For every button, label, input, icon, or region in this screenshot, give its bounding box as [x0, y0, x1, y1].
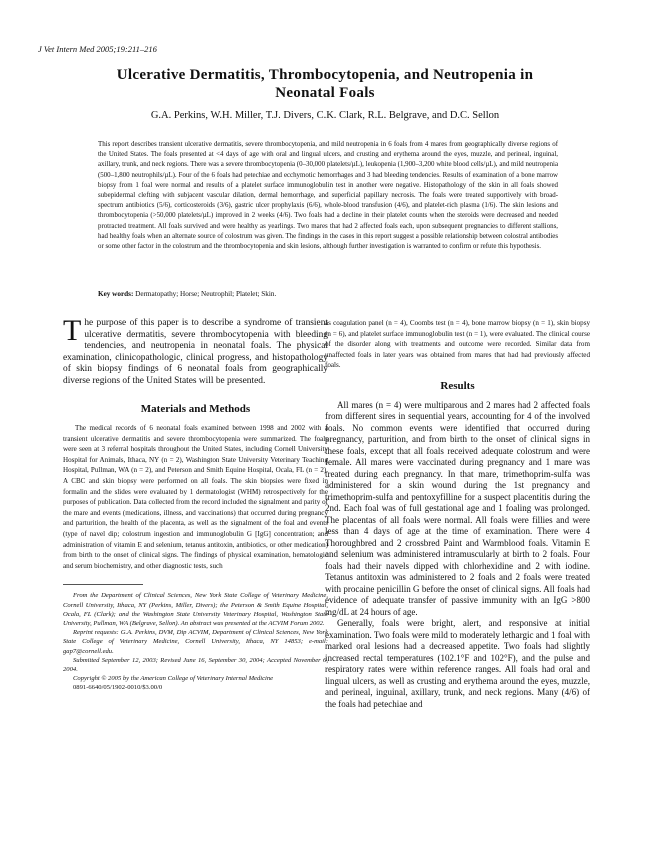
results-paragraph-2: Generally, foals were bright, alert, and responsive at initial examination. Two foals were mild to moderately lethargic and 1 foal with marked oral lesions had a decreased appetite. Two foals had slightly increased rectal temperatures (102.1°F and 102°F), and the pulse and respiratory rates were within reference ranges. All foals had oral and lingual ulcers, as well as crusting and erythema around the eyes, muzzle, and perineal, inguinal, axillary, trunk, and neck regions. Many (4/6) of the foals had petechiae and — [325, 618, 590, 709]
methods-continued: as coagulation panel (n = 4), Coombs test (n = 4), bone marrow biopsy (n = 1), skin biopsy (n = 6), and platelet surface immunoglobulin test (n = 1), were evaluated. The clinical course of the disorder along with treatments and outcome were recorded. Similar data from unaffected foals in later years was obtained from mares that had had previously affected foals. — [325, 319, 590, 370]
title-line-2: Neonatal Foals — [275, 85, 375, 101]
intro-text: he purpose of this paper is to describe a syndrome of transient ulcerative dermatitis, severe thrombocytopenia with bleeding tendencies, and neutropenia in neonatal foals. The physical examination, clinicopathologic, clinical progress, and histopathology of skin biopsy findings of 6 neonatal foals from geographically diverse regions of the United States will be presented. — [63, 318, 328, 386]
drop-cap: T — [63, 314, 82, 347]
results-heading: Results — [440, 379, 475, 392]
footnote-affiliations: From the Department of Clinical Sciences, New York State College of Veterinary Medicine, Cornell University, Ithaca, NY (Perkins, Miller, Divers); the Peterson & Smith Equine Hospital, Ocala, FL (Clark); and the Washington State University Veterinary Hospital, Washington State University, Pullman, WA (Belgrave, Sellon). An abstract was presented at the ACVIM Forum 2002. — [63, 592, 328, 627]
introduction — [63, 314, 328, 387]
footnote-code: 0891-6640/05/1902-0010/$3.00/0 — [73, 684, 163, 692]
keywords-label: Key words: — [98, 290, 134, 298]
abstract: This report describes transient ulcerative dermatitis, severe thrombocytopenia, and mild neutropenia in 6 foals from 4 mares from geographically diverse regions of the United States. The foals presented at <4 days of age with oral and lingual ulcers, and crusting and erythema around the eyes, muzzle, and perineal, inguinal, axillary, trunk, and neck regions. There was a severe thrombocytopenia (0–30,000 platelets/µL), leukopenia (1,900–3,200 white blood cells/µL), and mild neutropenia (500–1,800 neutrophils/µL). Four of the 6 foals had petechiae and ecchymotic hemorrhages and 3 had bleeding tendencies. Results of examination of a bone marrow biopsy from 1 foal were normal and results of a platelet surface immunoglobulin test in another were negative. Histopathology of the skin in all foals showed subepidermal clefting with subjacent vascular dilation, dermal hemorrhage, and superficial papillary necrosis. The foals were treated supportively with broad-spectrum antibiotics (5/6), corticosteroids (3/6), gastric ulcer prophylaxis (6/6), whole-blood transfusion (4/6), and platelet-rich plasma (1/6). The skin lesions and thrombocytopenia (>50,000 platelets/µL) improved in 2 weeks (4/6). Two foals had a decline in their platelet counts when the steroids were decreased and needed protracted treatment. All foals survived and were healthy as yearlings. Two mares that had 2 affected foals each, upon subsequent pregnancies to different stallions, had healthy foals when an alternate source of colostrum was given. The findings in the cases in this report suggest a possible relationship between colostral antibodies or some other factor in the colostrum and the thrombocytopenia and skin lesions, although further investigation is warranted to confirm or refute this hypothesis. — [98, 141, 558, 251]
author-list: G.A. Perkins, W.H. Miller, T.J. Divers, C.K. Clark, R.L. Belgrave, and D.C. Sellon — [150, 110, 500, 121]
title-line-1: Ulcerative Dermatitis, Thrombocytopenia, and Neutropenia in — [116, 67, 534, 83]
footnote-divider — [63, 584, 143, 585]
footnote-copyright: Copyright © 2005 by the American College of Veterinary Internal Medicine — [73, 675, 274, 683]
keywords — [98, 290, 276, 298]
article-title — [40, 66, 610, 102]
methods-heading: Materials and Methods — [140, 403, 251, 415]
footnote-reprints: Reprint requests: G.A. Perkins, DVM, Dip ACVIM, Department of Clinical Sciences, New York State College of Veterinary Medicine, Cornell University, Ithaca, NY 14853; e-mail: gap7@cornell.edu. — [63, 629, 328, 655]
keywords-text: Dermatopathy; Horse; Neutrophil; Platelet; Skin. — [135, 290, 277, 298]
right-column — [325, 318, 590, 710]
methods-text: The medical records of 6 neonatal foals examined between 1998 and 2002 with a transient ulcerative dermatitis and severe thrombocytopenia were summarized. The foals were seen at 3 referral hospitals throughout the United States, including Cornell University Hospital for Animals, Ithaca, NY (n = 2), Washington State University Veterinary Teaching Hospital, Pullman, WA (n = 2), and Peterson and Smith Equine Hospital, Ocala, FL (n = 2). A CBC and skin biopsy were performed on all foals. The skin biopsies were fixed in formalin and the slides were evaluated by 1 dermatologist (WHM) retrospectively for the purposes of publication. Data collected from the record included the signalment and parity of the mare and events (medications, illness, and vaccinations) that occurred during pregnancy and parturition, the health of the placenta, as well as the signalment of the foal and events (type of navel dip; colostrum ingestion and immunoglobulin G [IgG] concentration; and administration of vitamin E and selenium, tetanus antitoxin, antibiotics, or other medication) from birth to the onset of clinical signs. The findings of physical examination, hematologic and serum biochemistry, and other diagnostic tests, such — [63, 424, 328, 570]
footnote-dates: Submitted September 12, 2003; Revised June 16, September 30, 2004; Accepted November 6, 2004. — [63, 656, 328, 673]
results-paragraph-1: All mares (n = 4) were multiparous and 2 mares had 2 affected foals from different sires in sequential years, accounting for 4 of the involved foals. No common events were identified that occurred during pregnancy, parturition, and from birth to the onset of clinical signs in these foals, except that all foals received adequate colostrum and were female. All mares were vaccinated during pregnancy and 1 mare was treated during each pregnancy. In that mare, trimethoprim-sulfa was administered for a skin wound during the 1st pregnancy and trimethoprim-sulfa and pentoxyfilline for a suspect placentitis during the 2nd. Each foal was of full gestational age and 1 foaling was prolonged. The placentas of all foals were normal. All foals were fillies and were less than 4 days of age at the time of examination. There were 4 Thoroughbred and 2 crossbred Paint and Warmblood foals. Vitamin E and selenium was administered intramuscularly at birth to 2 foals. Four foals had their navels dipped with chlorhexidine and 2 with iodine. Tetanus antitoxin was administered to 2 foals and 2 foals were treated with procaine penicillin G before the onset of clinical signs. All foals had evidence of adequate transfer of passive immunity with an IgG >800 mg/dL at 24 hours of age. — [325, 399, 590, 617]
journal-citation: J Vet Intern Med 2005;19:211–216 — [38, 44, 157, 54]
left-column — [63, 314, 328, 693]
